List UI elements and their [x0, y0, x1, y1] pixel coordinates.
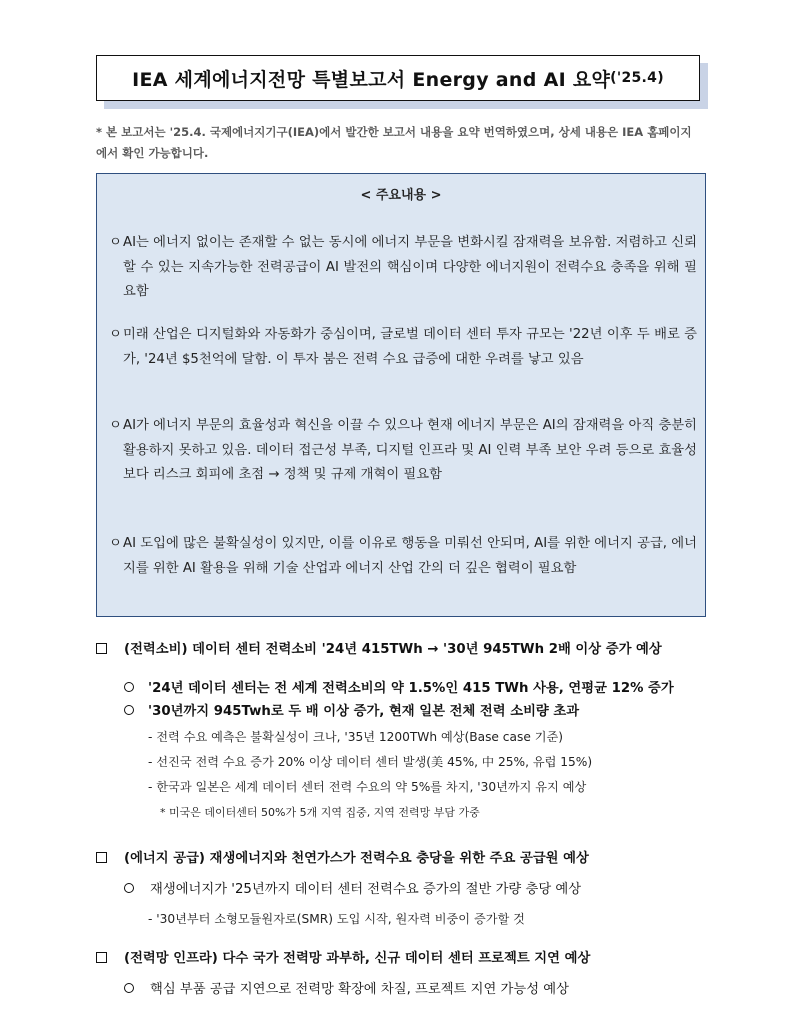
document-title [96, 55, 700, 101]
section-heading-power-consumption: (전력소비) 데이터 센터 전력소비 '24년 415TWh → '30년 945TWh 2배 이상 증가 예상 [124, 642, 662, 657]
summary-item-text: AI 도입에 많은 불확실성이 있지만, 이를 이유로 행동을 미뤄선 안되며, AI를 위한 에너지 공급, 에너지를 위한 AI 활용을 위해 기술 산업과 에너지 산업 간의 더 깊은 협력이 필요함 [123, 536, 697, 576]
circle-bullet-icon [124, 682, 134, 692]
title-main: IEA 세계에너지전망 특별보고서 Energy and AI 요약 [132, 68, 611, 91]
section-footnote: * 미국은 데이터센터 50%가 5개 지역 집중, 지역 전력망 부담 가중 [160, 806, 480, 819]
section-checkbox-icon [96, 952, 107, 963]
circle-bullet-icon [124, 983, 134, 993]
summary-heading: < 주요내용 > [360, 188, 442, 203]
section-point: '30년까지 945Twh로 두 배 이상 증가, 현재 일본 전체 전력 소비량 초과 [148, 704, 580, 719]
section-detail: - 선진국 전력 수요 증가 20% 이상 데이터 센터 발생(美 45%, 中 25%, 유럽 15%) [148, 755, 593, 769]
bullet-marker: ㅇ [109, 418, 122, 433]
bullet-marker: ㅇ [109, 235, 122, 250]
summary-item-text: AI는 에너지 없이는 존재할 수 없는 동시에 에너지 부문을 변화시킬 잠재력을 보유함. 저렴하고 신뢰할 수 있는 지속가능한 전력공급이 AI 발전의 핵심이며 다양한 에너지원이 전력수요 충족을 위해 필요함 [123, 235, 697, 299]
circle-bullet-icon [124, 883, 134, 893]
summary-box [96, 173, 706, 617]
section-point: 재생에너지가 '25년까지 데이터 센터 전력수요 증가의 절반 가량 충당 예상 [150, 882, 582, 897]
section-detail: - 한국과 일본은 세계 데이터 센터 전력 수요의 약 5%를 차지, '30년까지 유지 예상 [148, 780, 587, 794]
summary-item-text: 미래 산업은 디지털화와 자동화가 중심이며, 글로벌 데이터 센터 투자 규모는 '22년 이후 두 배로 증가, '24년 $5천억에 달함. 이 투자 붐은 전력 수요 급증에 대한 우려를 낳고 있음 [123, 327, 697, 367]
circle-bullet-icon [124, 705, 134, 715]
summary-item [109, 532, 697, 581]
section-detail: - 전력 수요 예측은 불확실성이 크나, '35년 1200TWh 예상(Base case 기준) [148, 730, 563, 744]
bullet-marker: ㅇ [109, 536, 122, 551]
section-detail: - '30년부터 소형모듈원자로(SMR) 도입 시작, 원자력 비중이 증가할 것 [148, 912, 525, 926]
section-checkbox-icon [96, 852, 107, 863]
source-note: * 본 보고서는 '25.4. 국제에너지기구(IEA)에서 발간한 보고서 내용을 요약 번역하였으며, 상세 내용은 IEA 홈페이지에서 확인 가능합니다. [96, 125, 692, 160]
section-point: '24년 데이터 센터는 전 세계 전력소비의 약 1.5%인 415 TWh 사용, 연평균 12% 증가 [148, 681, 674, 696]
title-date: ('25.4) [610, 70, 664, 86]
section-checkbox-icon [96, 643, 107, 654]
section-heading-energy-supply: (에너지 공급) 재생에너지와 천연가스가 전력수요 충당을 위한 주요 공급원 예상 [124, 851, 589, 866]
bullet-marker: ㅇ [109, 327, 122, 342]
summary-item-text: AI가 에너지 부문의 효율성과 혁신을 이끌 수 있으나 현재 에너지 부문은 AI의 잠재력을 아직 충분히 활용하지 못하고 있음. 데이터 접근성 부족, 디지털 인프라 및 AI 인력 부족 보안 우려 등으로 효율성보다 리스크 회피에 초점 → 정책 및 규제 개혁이 필요함 [123, 418, 697, 482]
summary-item [109, 231, 697, 305]
section-point: 핵심 부품 공급 지연으로 전력망 확장에 차질, 프로젝트 지연 가능성 예상 [150, 982, 569, 997]
summary-item [109, 414, 697, 488]
section-heading-grid-infrastructure: (전력망 인프라) 다수 국가 전력망 과부하, 신규 데이터 센터 프로젝트 지연 예상 [124, 951, 591, 966]
summary-item [109, 323, 697, 372]
